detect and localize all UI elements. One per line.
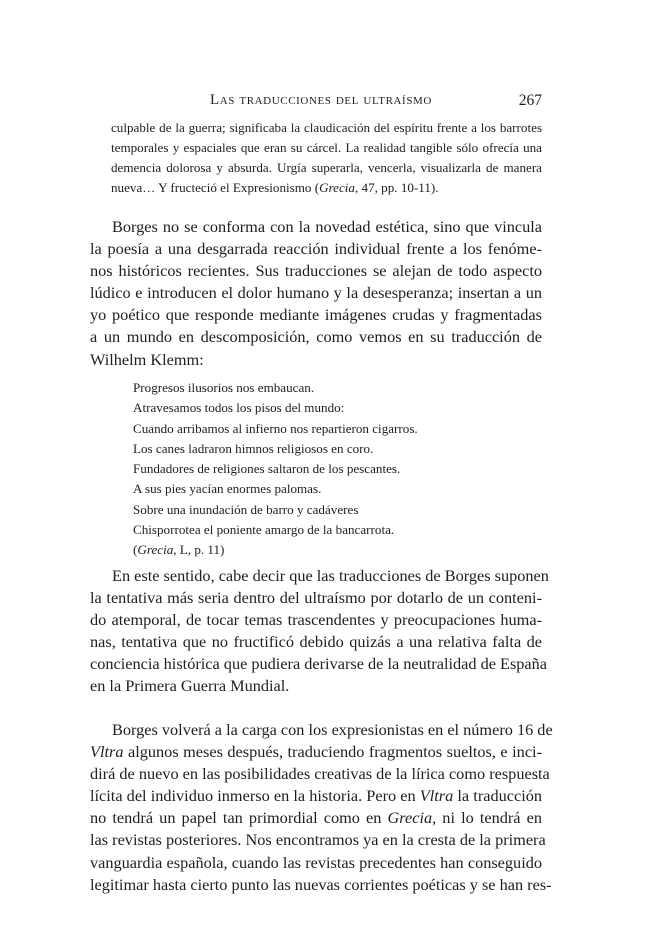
verse-citation: (Grecia, L, p. 11) bbox=[133, 542, 225, 558]
paragraph-line: la tentativa más seria dentro del ultraísmo por dotarlo de un conteni- bbox=[90, 588, 542, 608]
block-quote-grecia bbox=[111, 118, 542, 198]
paragraph-line: yo poético que responde mediante imágenes crudas y fragmentadas bbox=[90, 305, 542, 325]
verse-line: Cuando arribamos al infierno nos repartieron cigarros. bbox=[133, 420, 418, 436]
running-title: Las traducciones del ultraísmo bbox=[210, 92, 432, 108]
paragraph-line: conciencia histórica que pudiera derivarse de la neutralidad de España bbox=[90, 654, 548, 674]
verse-line: Atravesamos todos los pisos del mundo: bbox=[133, 400, 345, 416]
verse-quote-klemm bbox=[133, 378, 513, 561]
running-header bbox=[90, 92, 542, 114]
paragraph-line: Borges no se conforma con la novedad estética, sino que vincula bbox=[112, 217, 542, 236]
quote-line: temporales y espaciales que eran su cárcel. La realidad tangible sólo ofrecía una bbox=[111, 140, 542, 155]
page-number: 267 bbox=[518, 92, 542, 109]
paragraph-line: en la Primera Guerra Mundial. bbox=[90, 676, 290, 696]
paragraph-line: nos históricos recientes. Sus traducciones se alejan de todo aspecto bbox=[90, 261, 542, 281]
paragraph-line: lúdico e introducen el dolor humano y la desesperanza; insertan a un bbox=[90, 283, 542, 303]
paragraph-line: do atemporal, de tocar temas trascendentes y preocupaciones huma- bbox=[90, 610, 542, 630]
paragraph-line: la poesía a una desgarrada reacción individual frente a los fenóme- bbox=[90, 239, 542, 259]
paragraph-line: Borges volverá a la carga con los expresionistas en el número 16 de bbox=[112, 720, 553, 739]
paragraph-line: no tendrá un papel tan primordial como en Grecia, ni lo tendrá en bbox=[90, 808, 542, 828]
verse-line: A sus pies yacían enormes palomas. bbox=[133, 481, 322, 497]
paragraph-line: Vltra algunos meses después, traduciendo fragmentos sueltos, e inci- bbox=[90, 742, 542, 762]
paragraph-line: lícita del individuo inmerso en la historia. Pero en Vltra la traducción bbox=[90, 786, 543, 806]
verse-line: Los canes ladraron himnos religiosos en coro. bbox=[133, 440, 374, 456]
paragraph-line: legitimar hasta cierto punto las nuevas corrientes poéticas y se han res- bbox=[90, 874, 552, 894]
paragraph-line: En este sentido, cabe decir que las traducciones de Borges suponen bbox=[112, 566, 549, 585]
paragraph-tentativa bbox=[90, 565, 549, 698]
verse-line: Progresos ilusorios nos embaucan. bbox=[133, 380, 315, 395]
quote-line: demencia dolorosa y absurda. Urgía superarla, vencerla, visualizarla de manera bbox=[111, 160, 542, 175]
paragraph-line: las revistas posteriores. Nos encontramos ya en la cresta de la primera bbox=[90, 830, 546, 850]
verse-line: Chisporrotea el poniente amargo de la bancarrota. bbox=[133, 522, 395, 538]
verse-line: Sobre una inundación de barro y cadáveres bbox=[133, 501, 359, 517]
paragraph-line: a un mundo en descomposición, como vemos en su traducción de bbox=[90, 327, 542, 347]
verse-line: Fundadores de religiones saltaron de los pescantes. bbox=[133, 461, 401, 477]
quote-line: culpable de la guerra; significaba la claudicación del espíritu frente a los barrotes bbox=[111, 120, 542, 135]
paragraph-vltra bbox=[90, 719, 553, 896]
paragraph-line: dirá de nuevo en las posibilidades creativas de la lírica como respuesta bbox=[90, 764, 550, 784]
paragraph-borges-klemm bbox=[90, 216, 542, 371]
quote-line: nueva… Y fructeció el Expresionismo (Grecia, 47, pp. 10-11). bbox=[111, 180, 439, 195]
paragraph-line: Wilhelm Klemm: bbox=[90, 349, 204, 369]
paragraph-line: vanguardia española, cuando las revistas precedentes han conseguido bbox=[90, 852, 542, 872]
paragraph-line: nas, tentativa que no fructificó debido quizás a una relativa falta de bbox=[90, 632, 542, 652]
